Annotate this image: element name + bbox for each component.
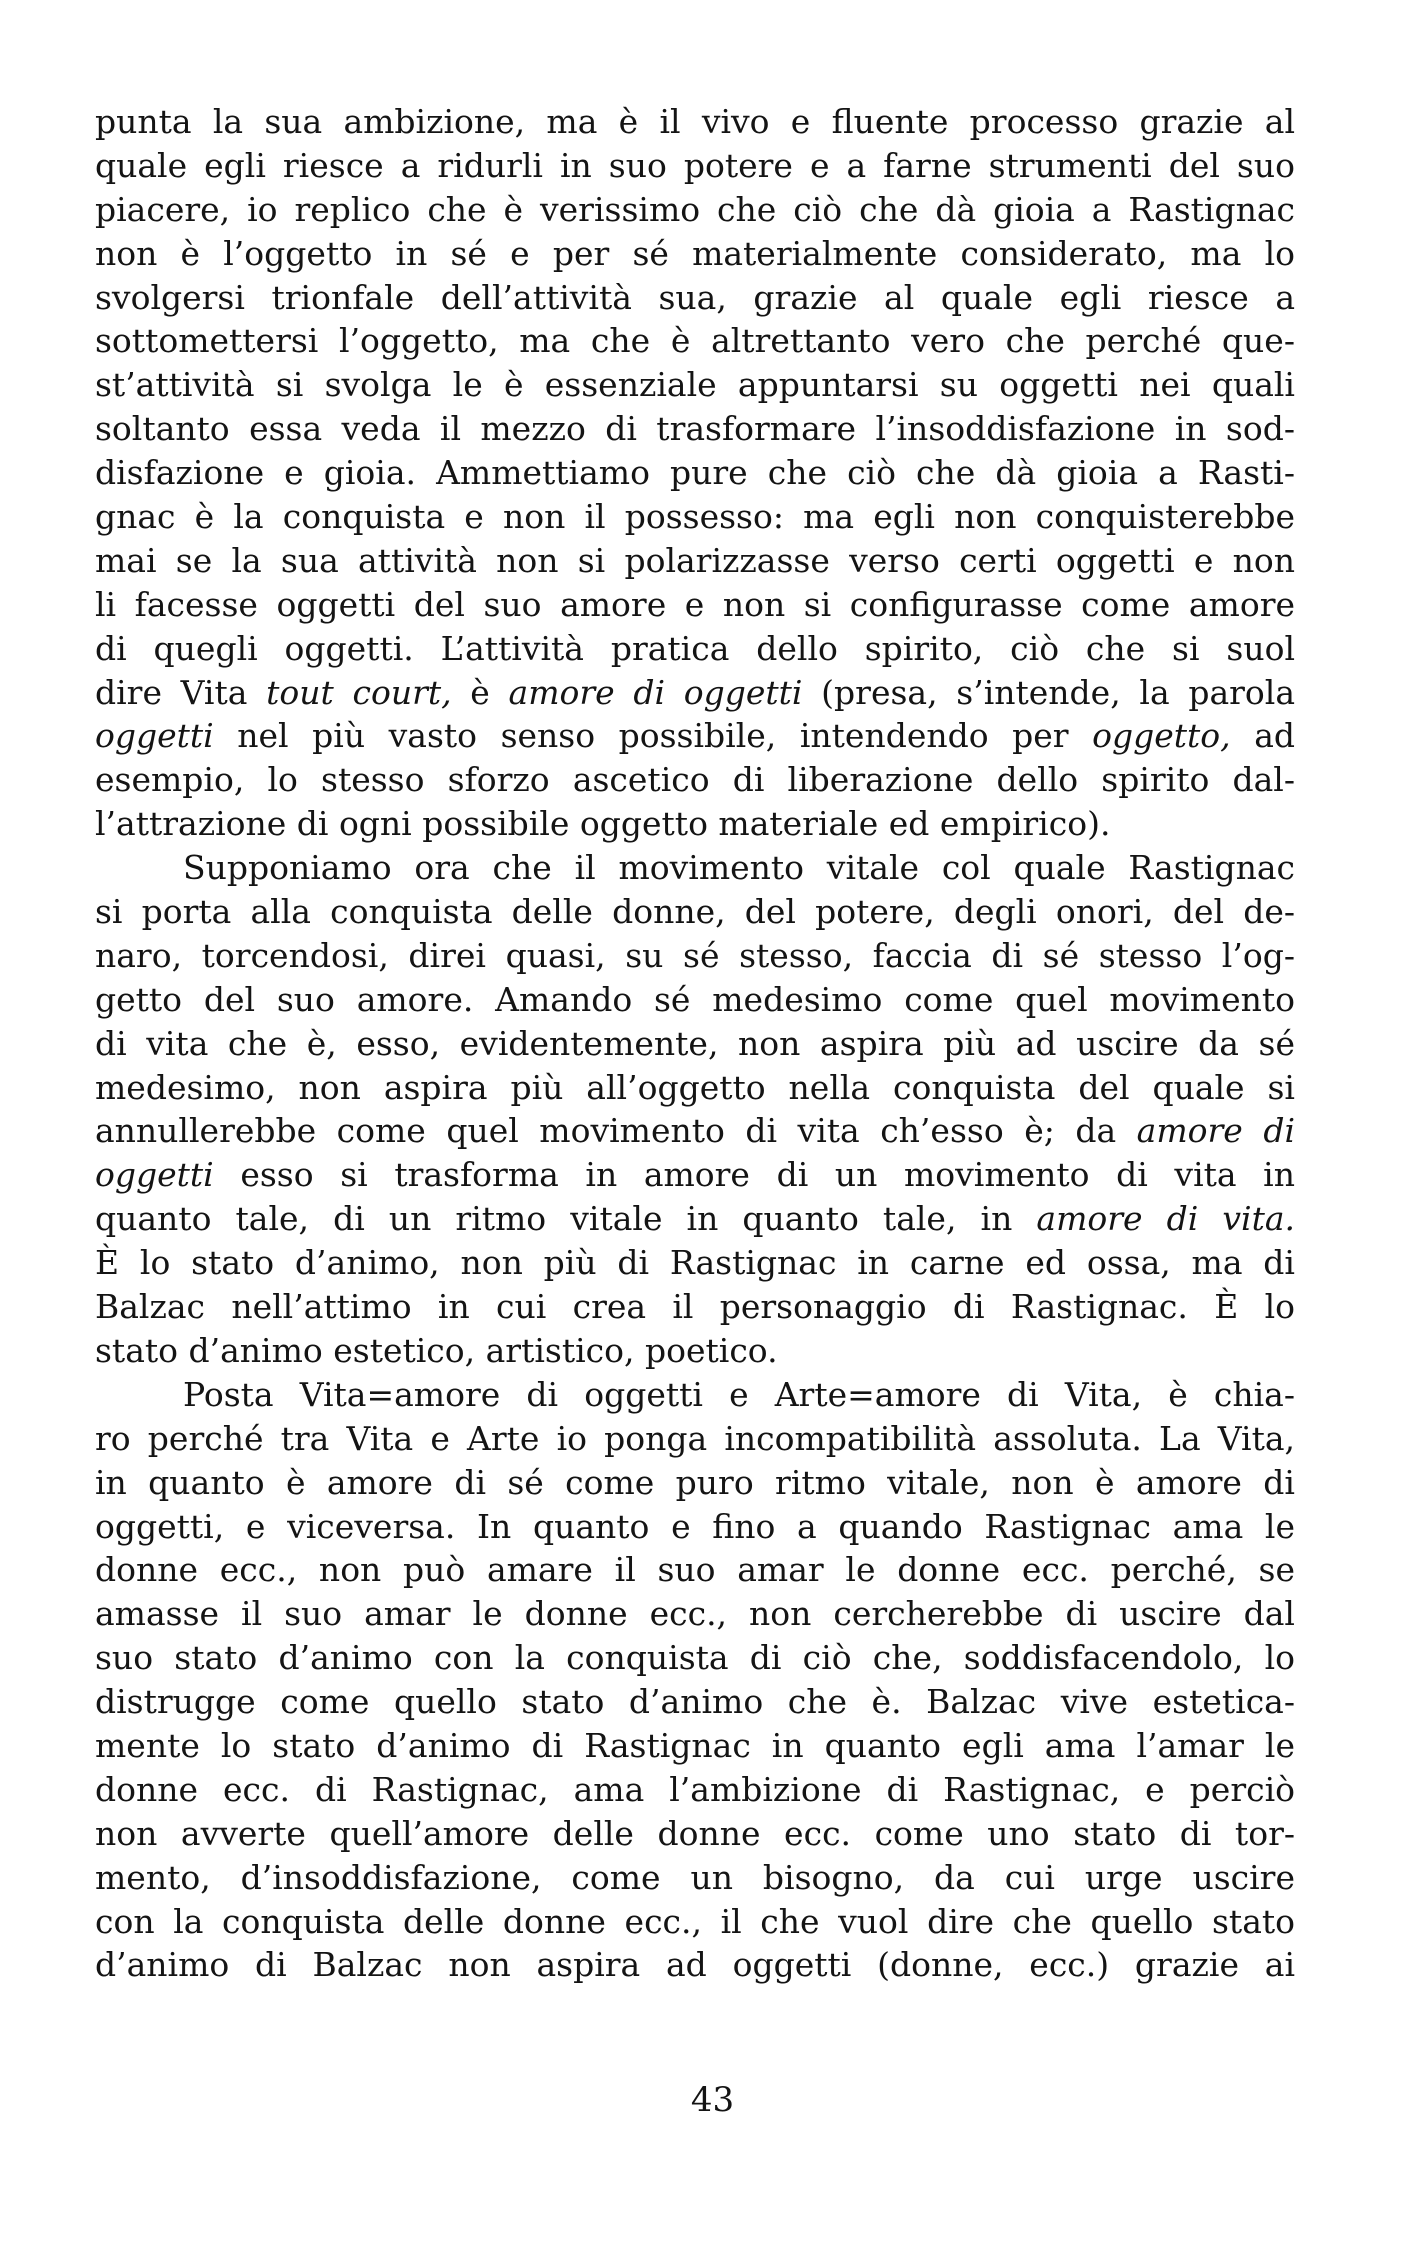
text-line (95, 363, 1295, 407)
text-line (95, 1197, 1295, 1241)
italic-text: tout court, (266, 672, 452, 712)
text-run: ad (1230, 716, 1296, 756)
text-run: li facesse oggetti del suo amore e non si configurasse come amore (95, 584, 1295, 624)
text-line (95, 934, 1295, 978)
text-run: in quanto è amore di sé come puro ritmo vitale, non è amore di (95, 1462, 1295, 1502)
text-line (95, 495, 1295, 539)
text-line (95, 1724, 1295, 1768)
text-run: naro, torcendosi, direi quasi, su sé stesso, faccia di sé stesso l’og- (95, 935, 1295, 975)
text-line (95, 232, 1295, 276)
italic-text: amore di (1136, 1111, 1295, 1151)
text-line (95, 319, 1295, 363)
text-run: nel più vasto senso possibile, intendendo per (213, 716, 1093, 756)
text-run: È lo stato d’animo, non più di Rastignac in carne ed ossa, ma di (95, 1243, 1295, 1283)
text-line (95, 978, 1295, 1022)
italic-text: amore di vita. (1036, 1199, 1295, 1239)
text-run: (presa, s’intende, la parola (802, 672, 1295, 712)
text-line (95, 846, 1295, 890)
text-run: d’animo di Balzac non aspira ad oggetti (donne, ecc.) grazie ai (95, 1945, 1295, 1985)
text-line (95, 1066, 1295, 1110)
text-line (95, 583, 1295, 627)
text-run: annullerebbe come quel movimento di vita ch’esso è; da (95, 1111, 1137, 1151)
text-line (95, 539, 1295, 583)
text-run: esempio, lo stesso sforzo ascetico di liberazione dello spirito dal- (95, 760, 1295, 800)
text-line (95, 671, 1295, 715)
text-run: quanto tale, di un ritmo vitale in quanto tale, in (95, 1199, 1037, 1239)
text-line (95, 1505, 1295, 1549)
text-run: Posta Vita=amore di oggetti e Arte=amore di Vita, è chia- (183, 1374, 1295, 1414)
text-run: dire Vita (95, 672, 267, 712)
text-run: piacere, io replico che è verissimo che ciò che dà gioia a Rastignac (95, 189, 1295, 229)
text-run: punta la sua ambizione, ma è il vivo e fluente processo grazie al (95, 102, 1295, 141)
text-line (95, 144, 1295, 188)
text-line (95, 1329, 1295, 1373)
text-line (95, 758, 1295, 802)
text-line (95, 1900, 1295, 1944)
text-line (95, 1417, 1295, 1461)
text-run: mente lo stato d’animo di Rastignac in quanto egli ama l’amar le (95, 1725, 1295, 1765)
text-line (95, 1680, 1295, 1724)
page-number: 43 (690, 2080, 735, 2120)
text-line (95, 802, 1295, 846)
text-line (95, 1548, 1295, 1592)
text-line (95, 1768, 1295, 1812)
text-run: non avverte quell’amore delle donne ecc. come uno stato di tor- (95, 1813, 1295, 1853)
text-run: ro perché tra Vita e Arte io ponga incompatibilità assoluta. La Vita, (95, 1418, 1295, 1458)
text-run: esso si trasforma in amore di un movimento di vita in (213, 1155, 1295, 1195)
text-run: quale egli riesce a ridurli in suo potere e a farne strumenti del suo (95, 145, 1295, 185)
text-run: amasse il suo amar le donne ecc., non cercherebbe di uscire dal (95, 1594, 1295, 1634)
text-run: Balzac nell’attimo in cui crea il personaggio di Rastignac. È lo (95, 1287, 1295, 1327)
text-line (95, 1373, 1295, 1417)
text-line (95, 890, 1295, 934)
text-run: donne ecc. di Rastignac, ama l’ambizione di Rastignac, e perciò (95, 1769, 1295, 1809)
text-run: con la conquista delle donne ecc., il che vuol dire che quello stato (95, 1901, 1295, 1941)
text-run: getto del suo amore. Amando sé medesimo come quel movimento (95, 979, 1295, 1019)
text-line (95, 1461, 1295, 1505)
text-line (95, 1636, 1295, 1680)
text-run: disfazione e gioia. Ammettiamo pure che ciò che dà gioia a Rasti- (95, 453, 1295, 493)
text-run: di vita che è, esso, evidentemente, non aspira più ad uscire da sé (95, 1023, 1295, 1063)
italic-text: amore di oggetti (508, 672, 803, 712)
text-line (95, 1943, 1295, 1987)
text-line (95, 1241, 1295, 1285)
text-line (95, 1109, 1295, 1153)
italic-text: oggetti (95, 1155, 214, 1195)
text-line (95, 627, 1295, 671)
text-line (95, 1022, 1295, 1066)
text-line (95, 451, 1295, 495)
text-run: medesimo, non aspira più all’oggetto nella conquista del quale si (95, 1067, 1295, 1107)
text-line (95, 1153, 1295, 1197)
text-run: gnac è la conquista e non il possesso: ma egli non conquisterebbe (95, 497, 1295, 537)
text-line (95, 714, 1295, 758)
text-run: st’attività si svolga le è essenziale appuntarsi su oggetti nei quali (95, 365, 1295, 405)
text-run: si porta alla conquista delle donne, del potere, degli onori, del de- (95, 892, 1295, 932)
text-run: non è l’oggetto in sé e per sé materialmente considerato, ma lo (95, 233, 1295, 273)
text-run: soltanto essa veda il mezzo di trasformare l’insoddisfazione in sod- (95, 409, 1295, 449)
text-run: suo stato d’animo con la conquista di ciò che, soddisfacendolo, lo (95, 1638, 1295, 1678)
text-run: oggetti, e viceversa. In quanto e fino a quando Rastignac ama le (95, 1506, 1295, 1546)
text-line (95, 1285, 1295, 1329)
body-text (95, 100, 1295, 1987)
text-line (95, 100, 1295, 144)
italic-text: oggetti (95, 716, 214, 756)
text-line (95, 407, 1295, 451)
text-run: donne ecc., non può amare il suo amar le donne ecc. perché, se (95, 1550, 1295, 1590)
text-run: è (451, 672, 509, 712)
text-run: mai se la sua attività non si polarizzasse verso certi oggetti e non (95, 540, 1295, 580)
text-run: l’attrazione di ogni possibile oggetto materiale ed empirico). (95, 804, 1111, 844)
text-run: distrugge come quello stato d’animo che è. Balzac vive estetica- (95, 1682, 1295, 1722)
text-run: sottomettersi l’oggetto, ma che è altrettanto vero che perché que- (95, 321, 1295, 361)
text-run: stato d’animo estetico, artistico, poetico. (95, 1330, 778, 1370)
text-line (95, 1856, 1295, 1900)
text-line (95, 276, 1295, 320)
text-line (95, 1812, 1295, 1856)
text-run: svolgersi trionfale dell’attività sua, grazie al quale egli riesce a (95, 277, 1295, 317)
italic-text: oggetto, (1092, 716, 1231, 756)
text-run: mento, d’insoddisfazione, come un bisogno, da cui urge uscire (95, 1857, 1295, 1897)
text-run: Supponiamo ora che il movimento vitale col quale Rastignac (183, 848, 1295, 888)
text-line (95, 1592, 1295, 1636)
text-run: di quegli oggetti. L’attività pratica dello spirito, ciò che si suol (95, 628, 1295, 668)
text-line (95, 188, 1295, 232)
